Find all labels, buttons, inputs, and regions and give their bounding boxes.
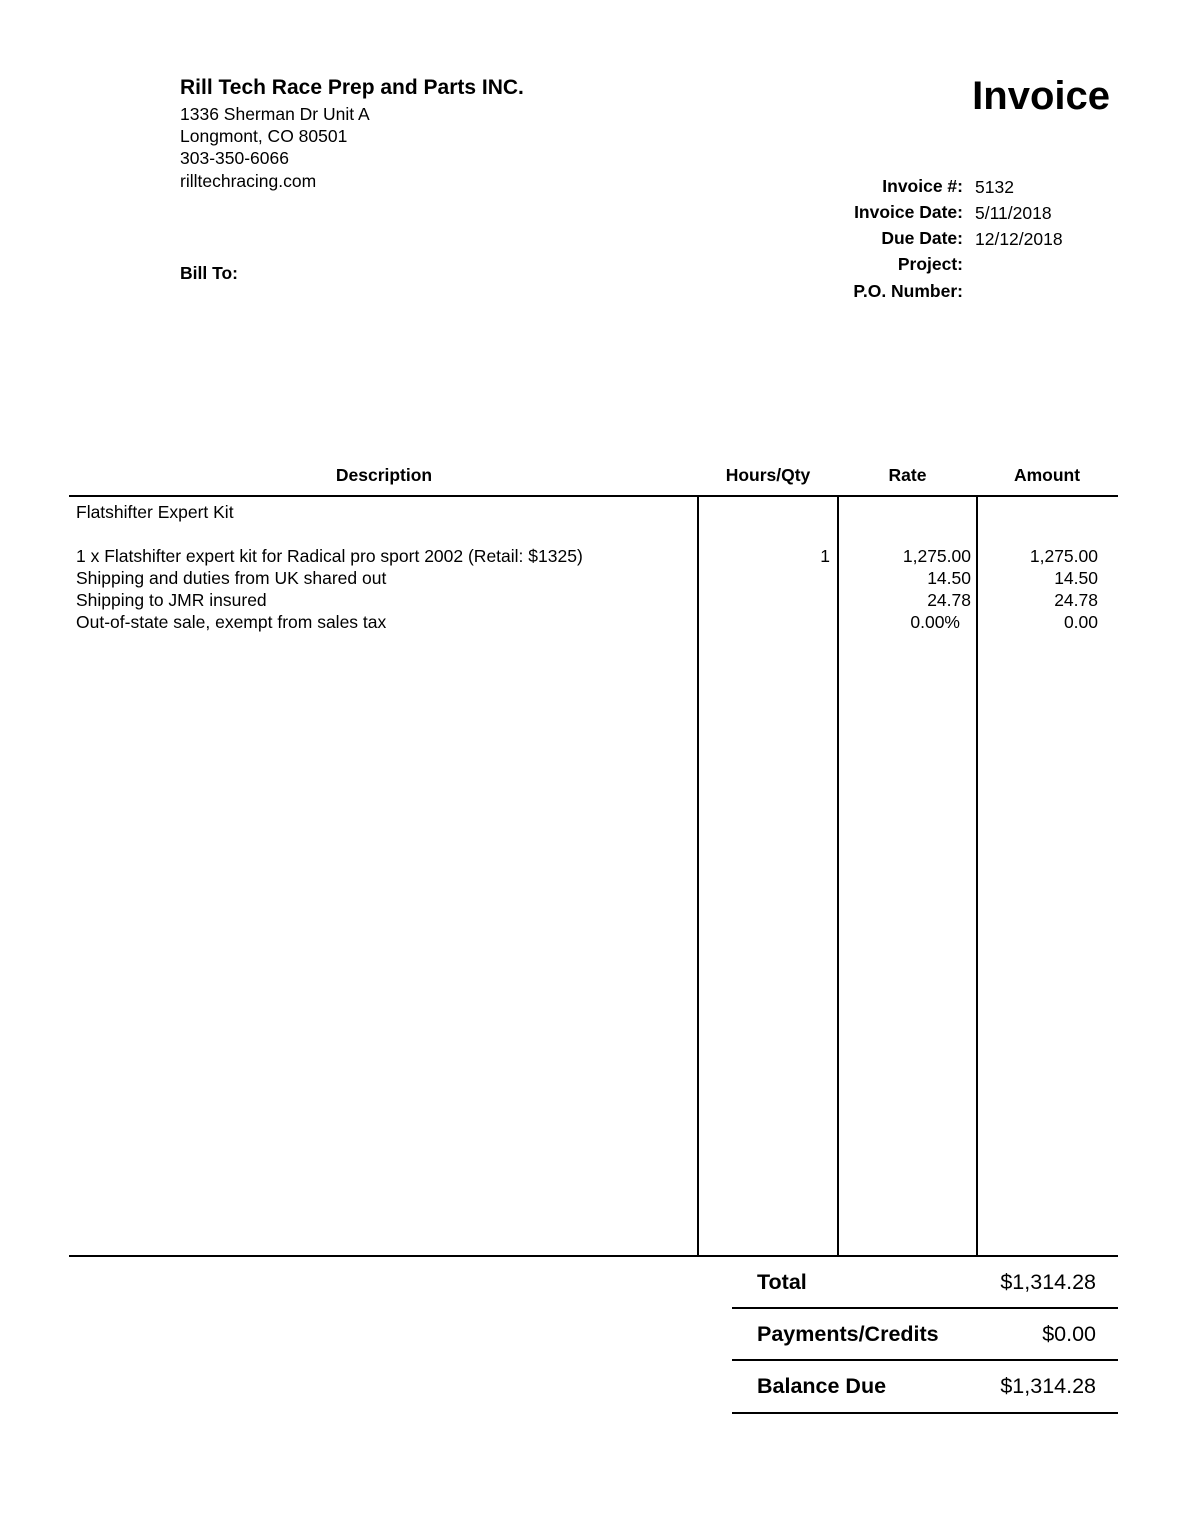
document-title: Invoice	[972, 74, 1110, 118]
balance-rule	[732, 1412, 1118, 1414]
column-divider-amount	[976, 496, 978, 1257]
company-address-line-1: 1336 Sherman Dr Unit A	[180, 104, 370, 124]
invoice-date-value: 5/11/2018	[975, 203, 1052, 223]
due-date-value: 12/12/2018	[975, 229, 1063, 249]
section-title: Flatshifter Expert Kit	[76, 502, 234, 522]
invoice-date-label: Invoice Date:	[854, 202, 963, 222]
payments-credits-label: Payments/Credits	[757, 1322, 939, 1346]
total-label: Total	[757, 1270, 807, 1294]
row-rate: 24.78	[927, 590, 971, 610]
column-divider-qty	[697, 496, 699, 1257]
row-description: Shipping and duties from UK shared out	[76, 568, 387, 588]
invoice-number-value: 5132	[975, 177, 1014, 197]
row-description: 1 x Flatshifter expert kit for Radical pro sport 2002 (Retail: $1325)	[76, 546, 583, 566]
column-header-rate: Rate	[888, 465, 927, 485]
project-label: Project:	[897, 254, 963, 274]
balance-due-label: Balance Due	[757, 1374, 887, 1398]
row-amount: 1,275.00	[1029, 546, 1098, 566]
column-header-qty: Hours/Qty	[725, 465, 811, 485]
row-rate: 14.50	[927, 568, 971, 588]
row-description: Out-of-state sale, exempt from sales tax	[76, 612, 387, 632]
company-website: rilltechracing.com	[180, 171, 317, 191]
row-description: Shipping to JMR insured	[76, 590, 267, 610]
row-rate: 0.00%	[910, 612, 960, 632]
column-header-description: Description	[335, 465, 433, 485]
total-rule	[732, 1307, 1118, 1309]
bill-to-label: Bill To:	[180, 263, 238, 283]
table-bottom-rule	[69, 1255, 1118, 1257]
table-header-rule	[69, 495, 1118, 497]
payments-rule	[732, 1359, 1118, 1361]
payments-credits-value: $0.00	[1042, 1322, 1096, 1346]
row-qty: 1	[820, 546, 830, 566]
row-amount: 14.50	[1054, 568, 1098, 588]
company-name: Rill Tech Race Prep and Parts INC.	[180, 76, 524, 99]
row-rate: 1,275.00	[902, 546, 971, 566]
column-header-amount: Amount	[1013, 465, 1081, 485]
invoice-number-label: Invoice #:	[882, 176, 963, 196]
column-divider-rate	[837, 496, 839, 1257]
row-amount: 0.00	[1063, 612, 1098, 632]
due-date-label: Due Date:	[881, 228, 963, 248]
company-phone: 303-350-6066	[180, 148, 289, 168]
balance-due-value: $1,314.28	[1000, 1374, 1096, 1398]
po-number-label: P.O. Number:	[853, 281, 963, 301]
row-amount: 24.78	[1054, 590, 1098, 610]
total-value: $1,314.28	[1000, 1270, 1096, 1294]
company-address-line-2: Longmont, CO 80501	[180, 126, 348, 146]
